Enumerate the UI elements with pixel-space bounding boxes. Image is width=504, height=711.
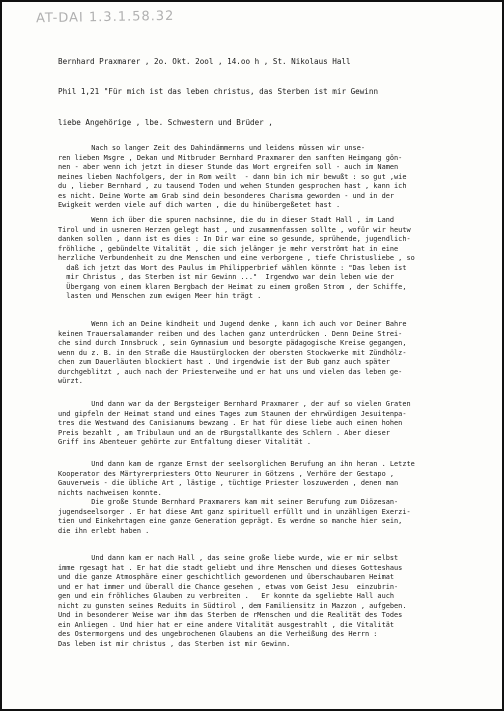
paragraph-4: Und dann war da der Bergsteiger Bernhard Praxmarer , der auf so vielen Graten und gipfeln der Heimat stand und eines Tages zum Staunen der ehrwürdigen Jesuitenpa- tres die Westwand des Canisianums bewzang . Er hat für diese liebe auch einen hohen Preis bezahlt , am Tribulaun und an de rBurgstallkante des Schlern . Aber dieser Griff ins Abenteuer gehörte zur Entfaltung dieser Vitalität . [58,400,411,446]
paragraph-2: Wenn ich über die spuren nachsinne, die du in dieser Stadt Hall , im Land Tirol und in usneren Herzen gelegt hast , und zusammenfassen sollte , wofür wir heutw danken sollen , dann ist es dies : In Dir war eine so gesunde, sprühende, jugendlich- fröhliche , gebündelte Vitalität , die sich jelänger je mehr verströmt hat in eine herzliche Verbundenheit zu dne Menschen und eine verborgene , tiefe Christusliebe , so daß ich jetzt das Wort des Paulus im Philipperbrief wählen könnte : "Das leben ist mir Christus , das Sterben ist mir Gewinn ..." Irgendwo war dein leben wie der Übergang von einem klaren Bergbach der Heimat zu einem großen Strom , der Schiffe, lasten und Menschen zum ewigen Meer hin trägt . [58,216,415,300]
paragraph-3: Wenn ich an Deine kindheit und Jugend denke , kann ich auch vor Deiner Bahre keinen Trauersalamander reiben und des lachen ganz unterdrücken . Denn Deine Strei- che sind durch Innsbruck , sein Gymnasium und besorgte pädagogische Kreise gegangen, wenn du z. B. in den Straße die Haustürglocken der obersten Stockwerke mit Zündhölz- chen zum Dauerläuten blockiert hast . Und irgendwie ist der Bub ganz auch später durchgeblitzt , auch nach der Priesterweihe und er hat uns und vielen das leben ge- würzt. [58,320,407,385]
sermon-header: Bernhard Praxmarer , 2o. Okt. 2ool , 14.oo h , St. Nikolaus Hall [58,57,351,66]
paragraph-5: Und dann kam de rganze Ernst der seelsorglichen Berufung an ihn heran . Letzte Kooperator des Märtyrerpriesters Otto Neururer in Götzens , Verhöre der Gestapo , Gauverweis - die übliche Art , lästige , tüchtige Priester loszuwerden , denen man nichts nachweisen konnte. Die große Stunde Bernhard Praxmarers kam mit seiner Berufung zum Diözesan- jugendseelsorger . Er hat diese Amt ganz spirituell erfüllt und in unzähligen Exerzi- tien und Einkehrtagen eine ganze Generation geprägt. Es werdne so manche hier sein, die ihn erlebt haben . [58,460,415,535]
paragraph-6: Und dann kam er nach Hall , das seine große liebe wurde, wie er mir selbst imme rgesagt hat . Er hat die stadt geliebt und ihre Menschen und dieses Gotteshaus und die ganze Atmosphäre einer geschichtlich gewordenen und überschaubaren Heimat und er hat immer und überall die Chance gesehen , etwas vom Geist Jesu einzubrin- gen und ein fröhliches Glauben zu verbreiten . Er konnte da sgeliebte Hall auch nicht zu gunsten seines Reduits in Südtirol , dem Familiensitz in Mazzon , aufgeben. Und in besonderer Weise war ihm das Sterben de rMenschen und die Realität des Todes ein Anliegen . Und hier hat er eine andere Vitalität ausgestrahlt , die Vitalität des Ostermorgens und des ungebrochenen Glaubens an die Verheißung des Herrn : Das leben ist mir christus , das Sterben ist mir Gewinn. [58,554,407,648]
bible-verse: Phil 1,21 "Für mich ist das leben christus, das Sterben ist mir Gewinn [58,87,379,96]
greeting: liebe Angehörige , lbe. Schwestern und Brüder , [58,118,273,127]
paragraph-1: Nach so langer Zeit des Dahindämmerns und leidens müssen wir unse- ren lieben Msgre , Dekan und Mitbruder Bernhard Praxmarer den sanften Heimgang gön- nen - aber wenn ich jetzt in dieser Stunde das Wort ergreifen soll - auch im Namen meines lieben Nachfolgers, der in Rom weilt - dann bin ich mir bewußt : so gut ,wie du , lieber Bernhard , zu tausend Toden und wehen Stunden gesprochen hast , kann ich es nicht. Deine Worte am Grab sind dein besonderes Charisma geworden - und in der Ewigkeit werden viele auf dich warten , die du hinübergeßetet hast . [58,144,407,209]
archive-stamp: AT-DAI 1.3.1.58.32 [35,8,175,27]
